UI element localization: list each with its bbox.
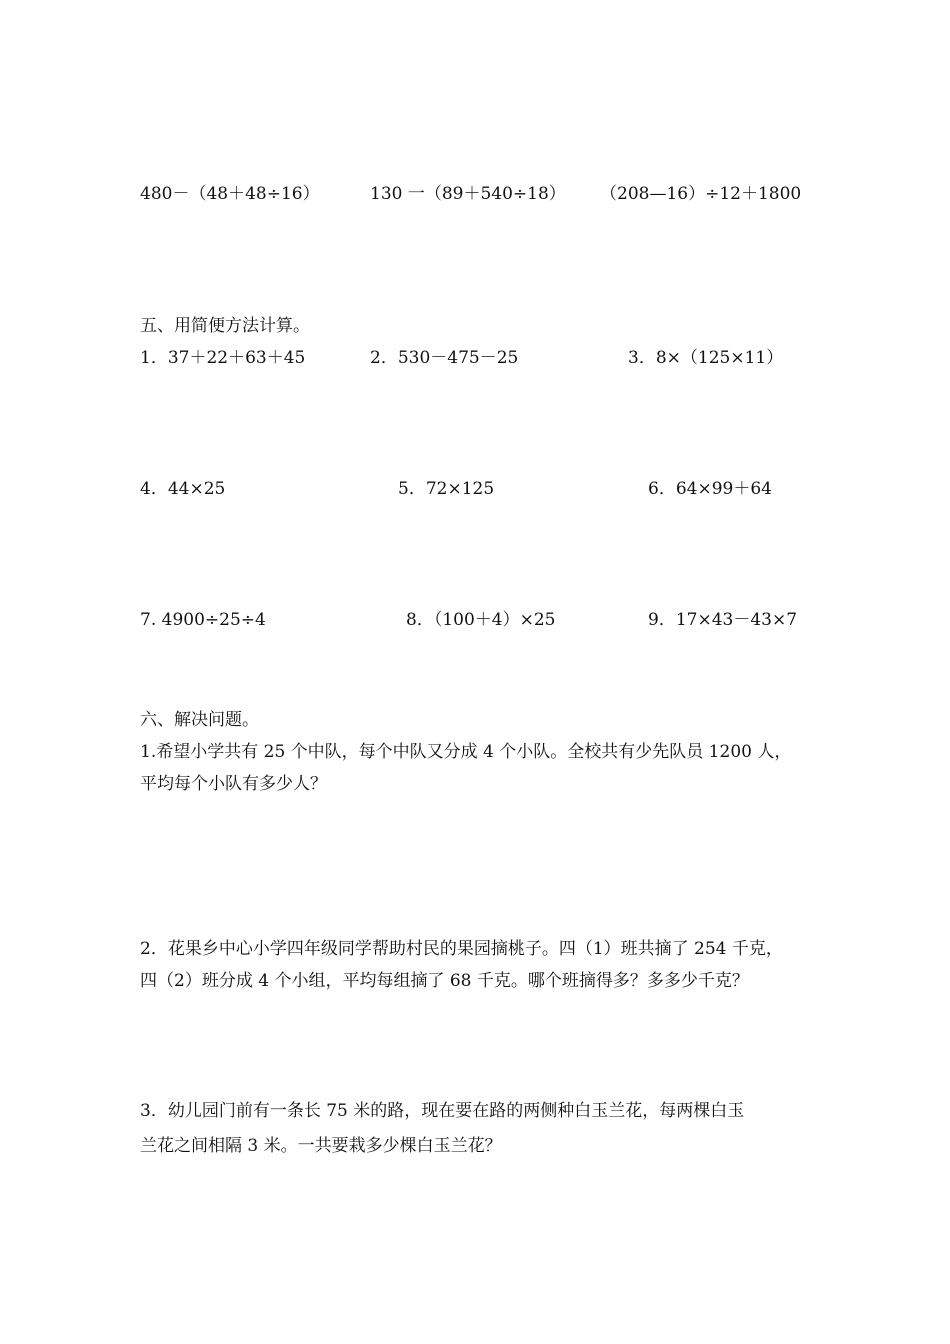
- calc-item-5: 5．72×125: [398, 479, 495, 499]
- calc-item-6: 6．64×99＋64: [648, 479, 772, 499]
- calc-item-1: 1．37＋22＋63＋45: [140, 348, 306, 368]
- calc-item-2: 2．530－475－25: [370, 348, 519, 368]
- calc-item-9: 9．17×43－43×7: [648, 610, 798, 630]
- problem-1-line-1: 1.希望小学共有 25 个中队，每个中队又分成 4 个小队。全校共有少先队员 1200 人，: [140, 742, 792, 762]
- calc-item-4: 4．44×25: [140, 479, 226, 499]
- top-expression-2: 130 一（89＋540÷18）: [370, 184, 566, 204]
- top-expression-1: 480－（48＋48÷16）: [140, 184, 320, 204]
- calc-item-7: 7. 4900÷25÷4: [140, 610, 266, 630]
- problem-1-line-2: 平均每个小队有多少人？: [140, 774, 327, 794]
- problem-3-line-1: 3．幼儿园门前有一条长 75 米的路，现在要在路的两侧种白玉兰花，每两棵白玉: [140, 1101, 745, 1121]
- problem-2-line-2: 四（2）班分成 4 个小组，平均每组摘了 68 千克。哪个班摘得多？多多少千克？: [140, 971, 749, 991]
- calc-item-3: 3．8×（125×11）: [628, 348, 784, 368]
- section5-title: 五、用简便方法计算。: [140, 316, 310, 336]
- calc-item-8: 8．（100＋4）×25: [406, 610, 556, 630]
- top-expression-3: （208—16）÷12＋1800: [600, 184, 802, 204]
- problem-3-line-2: 兰花之间相隔 3 米。一共要栽多少棵白玉兰花？: [140, 1136, 502, 1156]
- section6-title: 六、解决问题。: [140, 710, 259, 730]
- problem-2-line-1: 2．花果乡中心小学四年级同学帮助村民的果园摘桃子。四（1）班共摘了 254 千克，: [140, 939, 783, 959]
